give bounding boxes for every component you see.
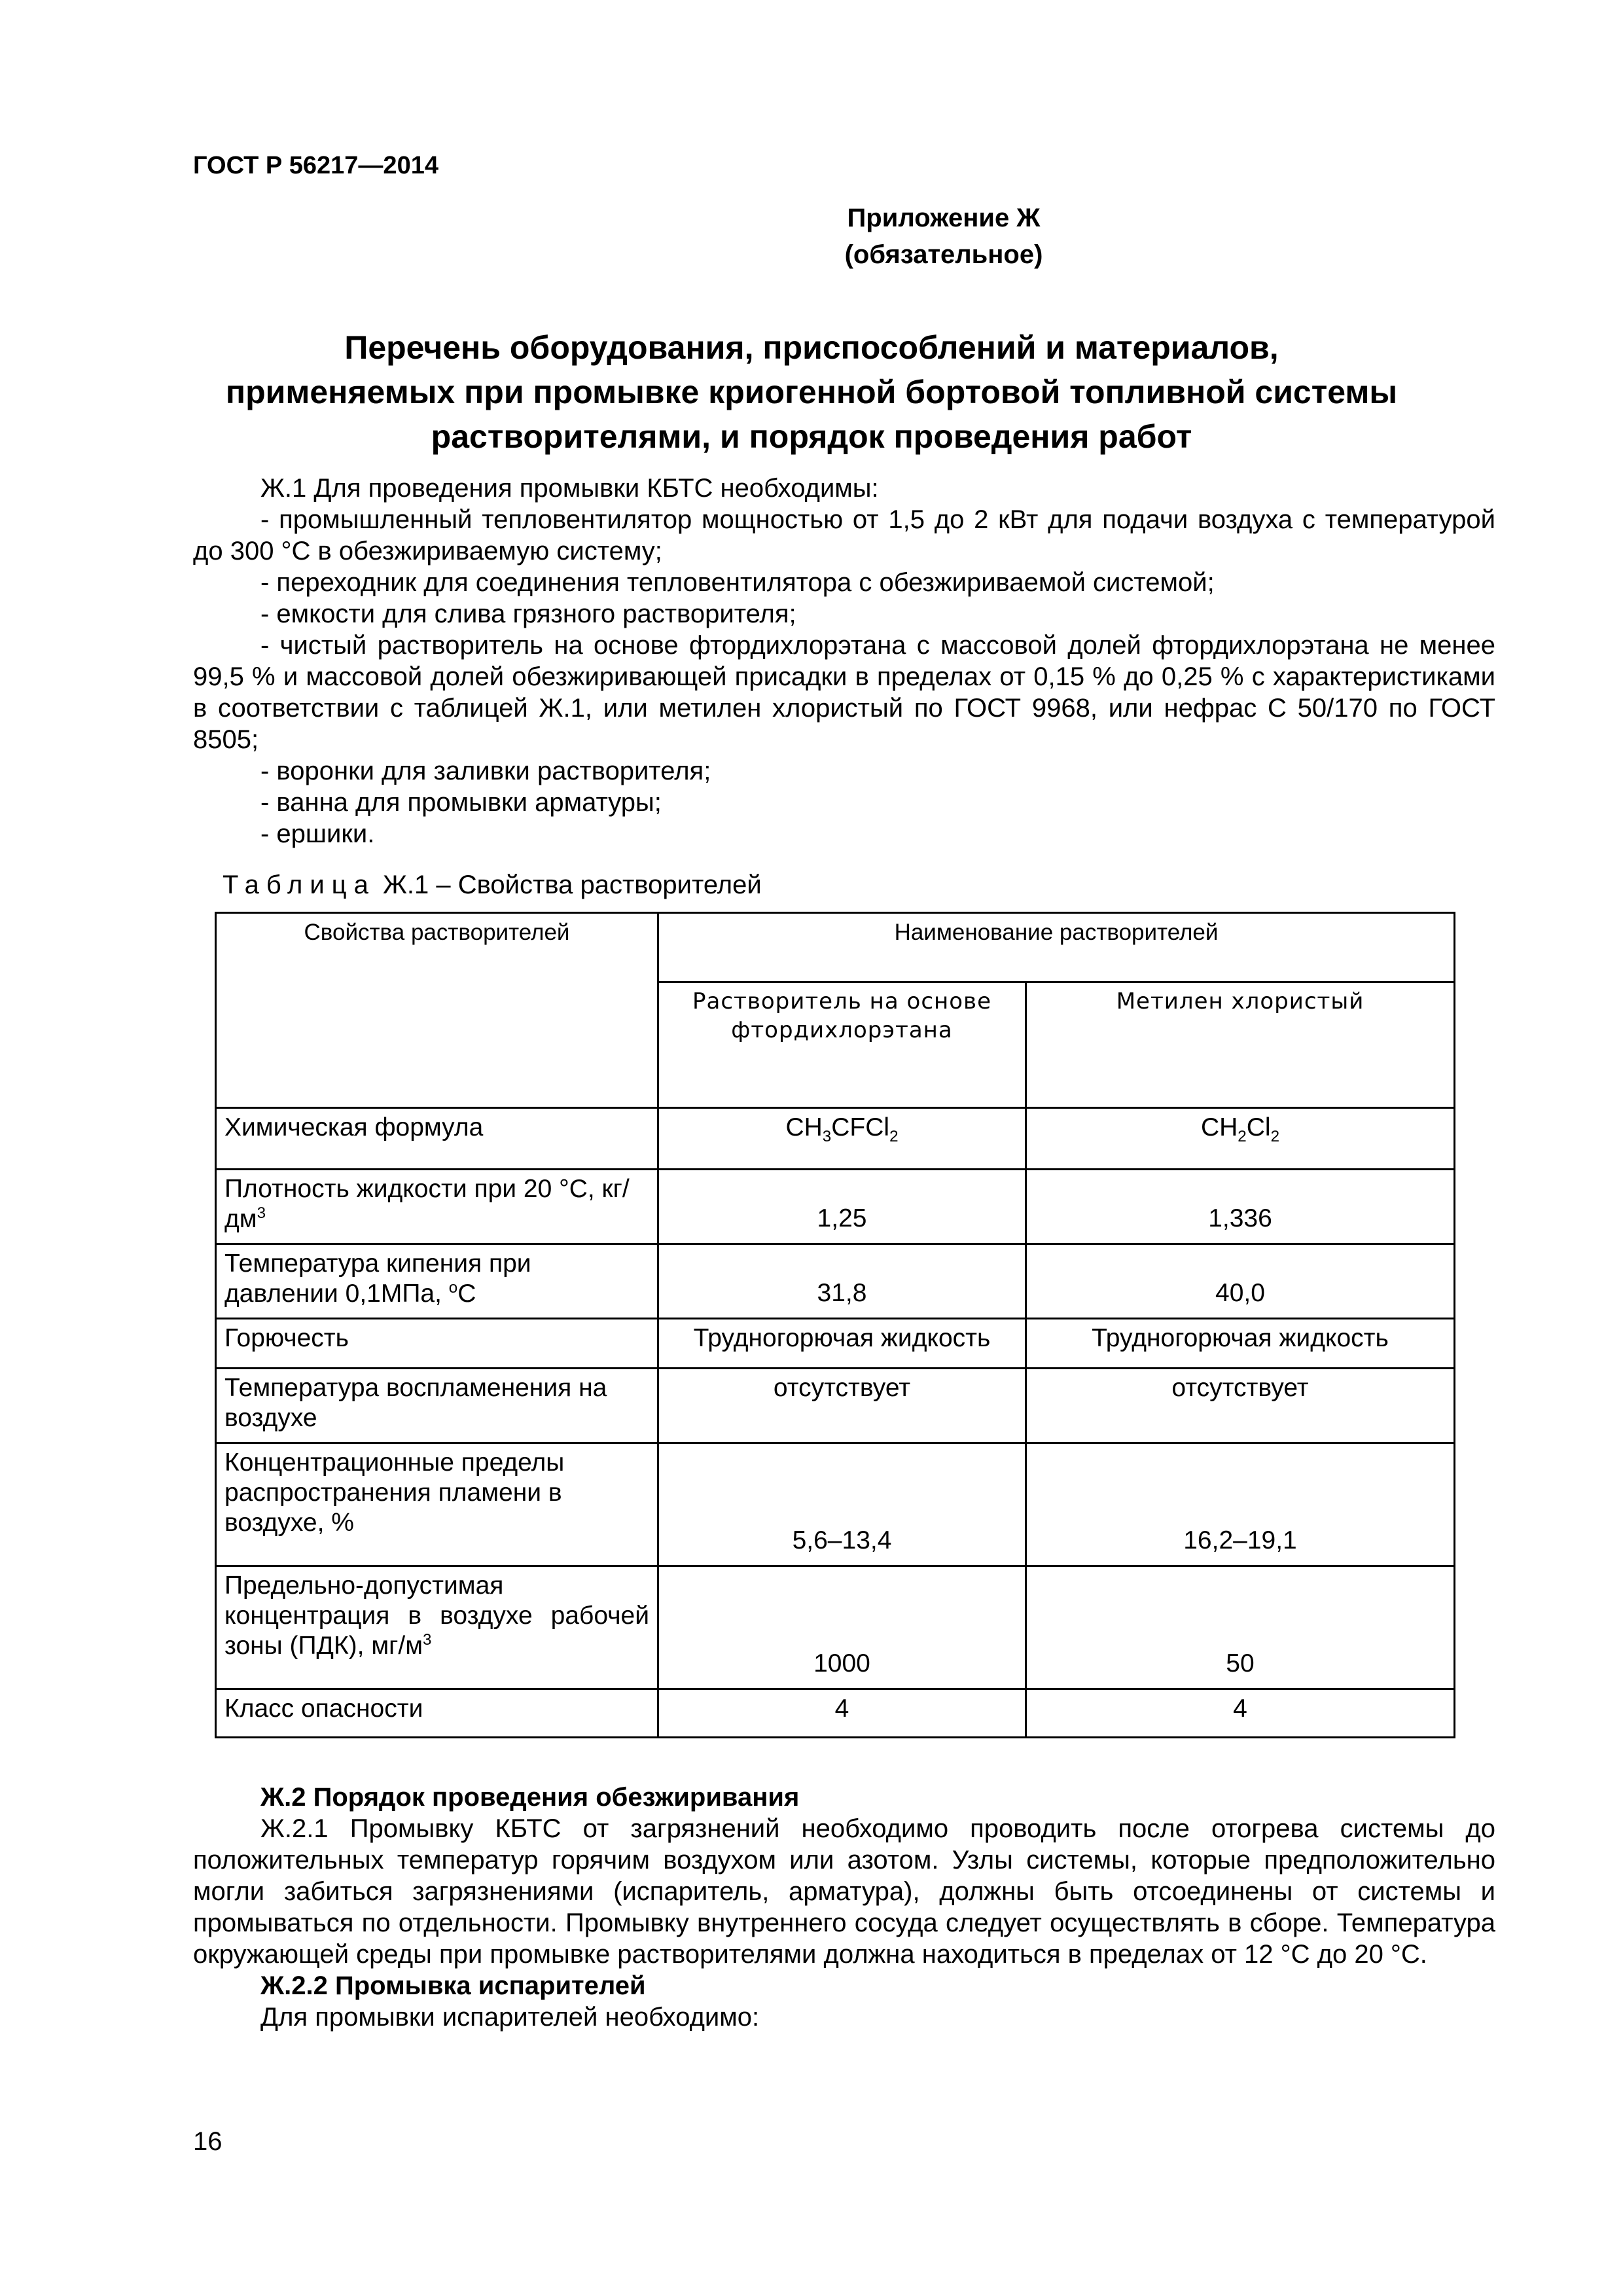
section-2-paragraph: Для промывки испарителей необходимо: (260, 2003, 760, 2032)
section-1 (193, 473, 1495, 850)
section-2-heading: Ж.2 Порядок проведения обезжиривания (260, 1783, 800, 1812)
table-row (216, 1566, 1455, 1689)
table-cell: Трудногорючая жидкость (658, 1319, 1026, 1369)
table-cell: 1000 (658, 1566, 1026, 1689)
header-methylene-chloride: Метилен хлористый (1026, 982, 1455, 1108)
table-header-row (216, 913, 1455, 982)
row-label: Предельно-допустимая концентрация в воздухе рабочей зоны (ПДК), $мг/м^3$ (216, 1566, 658, 1689)
header-fluorodichloroethane: Растворитель на основе фтордихлорэтана (658, 982, 1026, 1108)
table-row (216, 1170, 1455, 1244)
formula-fluorodichloroethane: $CH_3CFCl_2$ (658, 1108, 1026, 1170)
title-line-2: применяемых при промывке криогенной бортовой топливной системы (225, 374, 1398, 410)
document-title (193, 325, 1430, 459)
appendix-status: (обязательное) (844, 240, 1043, 269)
properties-table (215, 912, 1455, 1738)
formula-methylene-chloride: $CH_2Cl_2$ (1026, 1108, 1455, 1170)
table-cell: отсутствует (658, 1369, 1026, 1443)
row-label: Класс опасности (216, 1689, 658, 1738)
row-label: Химическая формула (216, 1108, 658, 1170)
table-row (216, 1443, 1455, 1566)
table-caption-prefix: Таблица (223, 870, 376, 899)
row-label: Плотность жидкости при 20 °С, $кг/дм^3$ (216, 1170, 658, 1244)
table-caption (223, 870, 762, 900)
list-item: - промышленный тепловентилятор мощностью от 1,5 до 2 кВт для подачи воздуха с температурой до 300 °С в обезжириваемую систему; (193, 505, 1495, 565)
section-2-subheading: Ж.2.2 Промывка испарителей (260, 1971, 646, 2000)
appendix-heading (682, 200, 1205, 273)
list-item: - емкости для слива грязного растворителя; (260, 600, 796, 628)
page-number: 16 (193, 2127, 223, 2156)
table-cell: 4 (1026, 1689, 1455, 1738)
table-caption-text: Ж.1 – Свойства растворителей (382, 870, 762, 899)
table-row (216, 1108, 1455, 1170)
row-label: Концентрационные пределы распространения пламени в воздухе, % (216, 1443, 658, 1566)
list-item: - ванна для промывки арматуры; (260, 788, 662, 817)
row-label: Температура воспламенения на воздухе (216, 1369, 658, 1443)
table-cell: 5,6–13,4 (658, 1443, 1026, 1566)
table-row (216, 1369, 1455, 1443)
table-cell: 40,0 (1026, 1244, 1455, 1319)
table-cell: 1,336 (1026, 1170, 1455, 1244)
table-cell: 4 (658, 1689, 1026, 1738)
list-item: - воронки для заливки растворителя; (260, 757, 711, 785)
list-item: - чистый растворитель на основе фтордихлорэтана с массовой долей фтордихлорэтана не менее 99,5 % и массовой долей обезжиривающей присадки в пределах от 0,15 % до 0,25 % с характеристиками в соответствии с таблицей Ж.1, или метилен хлористый по ГОСТ 9968, или нефрас С 50/170 по ГОСТ 8505; (193, 631, 1495, 754)
table-row (216, 1689, 1455, 1738)
table-cell: Трудногорючая жидкость (1026, 1319, 1455, 1369)
table-cell: 16,2–19,1 (1026, 1443, 1455, 1566)
table-cell: отсутствует (1026, 1369, 1455, 1443)
table-cell: 50 (1026, 1566, 1455, 1689)
document-header: ГОСТ Р 56217—2014 (193, 152, 438, 179)
list-item: - переходник для соединения тепловентилятора с обезжириваемой системой; (260, 568, 1215, 597)
row-label: Температура кипения при давлении 0,1МПа, $^о$С (216, 1244, 658, 1319)
header-properties: Свойства растворителей (216, 913, 658, 1108)
table-cell: 1,25 (658, 1170, 1026, 1244)
section-1-intro: Ж.1 Для проведения промывки КБТС необходимы: (260, 474, 879, 503)
appendix-title: Приложение Ж (847, 204, 1041, 232)
title-line-1: Перечень оборудования, приспособлений и материалов, (344, 329, 1279, 366)
section-2-paragraph: Ж.2.1 Промывку КБТС от загрязнений необходимо проводить после отогрева системы до положительных температур горячим воздухом или азотом. Узлы системы, которые предположительно могли забиться загрязнениями (испаритель, арматура), должны быть отсоединены от системы и промываться по отдельности. Промывку внутреннего сосуда следует осуществлять в сборе. Температура окружающей среды при промывке растворителями должна находиться в пределах от 12 °С до 20 °С. (193, 1814, 1495, 1969)
list-item: - ершики. (260, 819, 375, 848)
section-2 (193, 1782, 1495, 2033)
table-row (216, 1244, 1455, 1319)
table-cell: 31,8 (658, 1244, 1026, 1319)
table-row (216, 1319, 1455, 1369)
row-label: Горючесть (216, 1319, 658, 1369)
title-line-3: растворителями, и порядок проведения работ (431, 418, 1192, 455)
header-solvent-names: Наименование растворителей (658, 913, 1455, 982)
